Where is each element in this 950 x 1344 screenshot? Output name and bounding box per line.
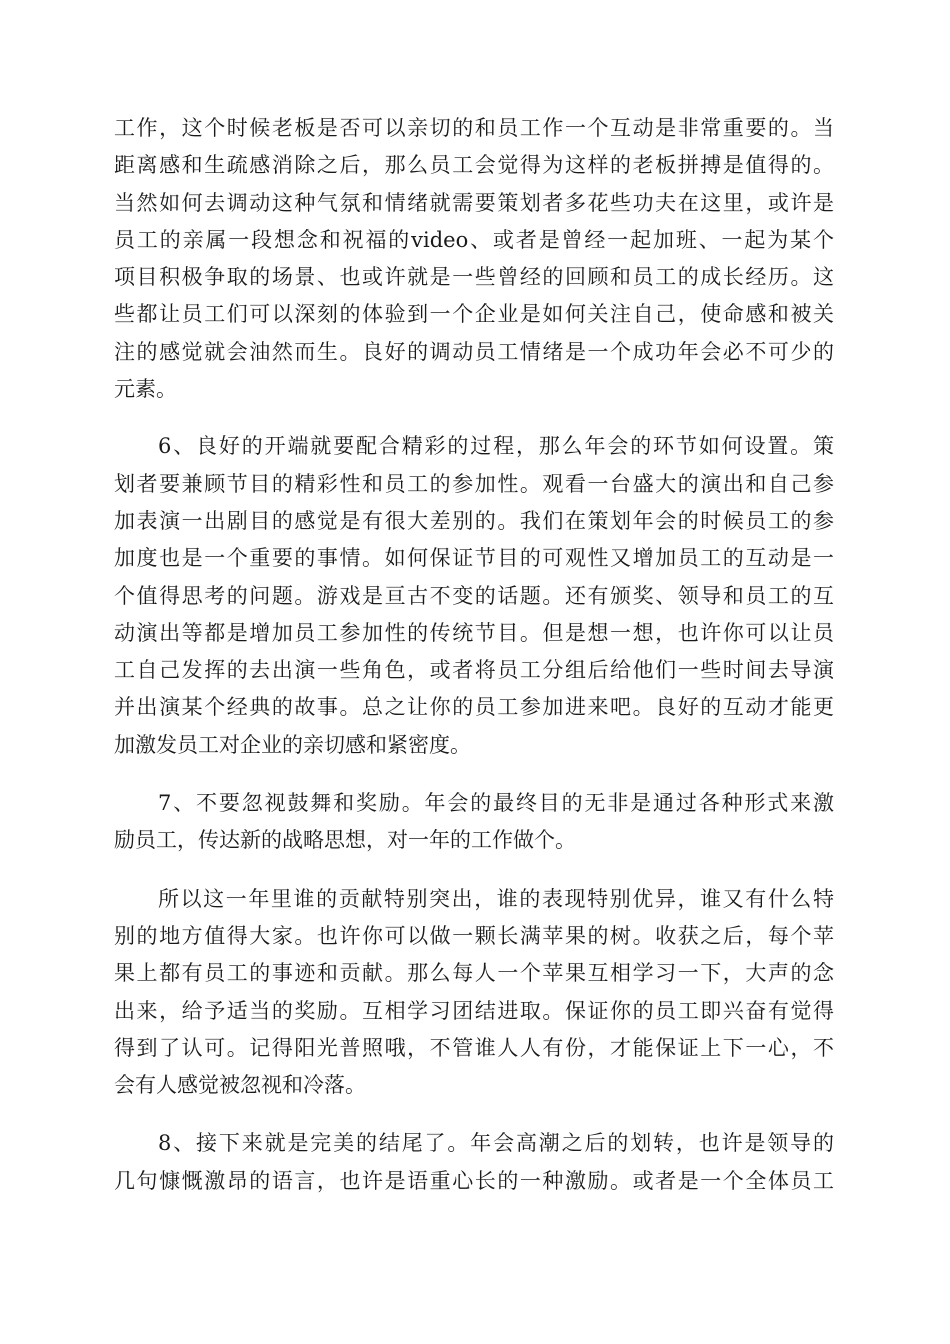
text-line: 励员工，传达新的战略思想，对一年的工作做个。 [114,828,576,853]
text-line: 工作，这个时候老板是否可以亲切的和员工作一个互动是非常重要的。当 [114,116,834,140]
text-line: 当然如何去调动这种气氛和情绪就需要策划者多花些功夫在这里，或许是 [114,190,834,215]
text-line: 6、良好的开端就要配合精彩的过程，那么年会的环节如何设置。策 [158,434,834,459]
paragraph-2 [114,428,834,764]
text-line: 加度也是一个重要的事情。如何保证节目的可观性又增加员工的互动是一 [114,546,834,571]
text-line: 加激发员工对企业的亲切感和紧密度。 [114,732,471,757]
paragraph-3 [114,785,834,860]
text-line: 元素。 [114,377,177,402]
text-line: 动演出等都是增加员工参加性的传统节目。但是想一想，也许你可以让员 [114,620,834,645]
text-line: 出来，给予适当的奖励。互相学习团结进取。保证你的员工即兴奋有觉得 [114,998,834,1023]
document-body [114,110,834,1221]
text-line: 所以这一年里谁的贡献特别突出，谁的表现特别优异，谁又有什么特 [158,886,834,911]
text-line: 些都让员工们可以深刻的体验到一个企业是如何关注自己，使命感和被关 [114,302,834,327]
text-line: 几句慷慨激昂的语言，也许是语重心长的一种激励。或者是一个全体员工 [114,1168,834,1193]
text-line: 项目积极争取的场景、也或许就是一些曾经的回顾和员工的成长经历。这 [114,265,834,290]
paragraph-4 [114,881,834,1105]
text-line: 距离感和生疏感消除之后，那么员工会觉得为这样的老板拼搏是值得的。 [114,153,834,178]
text-line: 工自己发挥的去出演一些角色，或者将员工分组后给他们一些时间去导演 [114,658,834,683]
text-line: 并出演某个经典的故事。总之让你的员工参加进来吧。良好的互动才能更 [114,695,834,720]
text-line: 7、不要忽视鼓舞和奖励。年会的最终目的无非是通过各种形式来激 [158,791,834,816]
text-line: 员工的亲属一段想念和祝福的video、或者是曾经一起加班、一起为某个 [114,227,834,252]
text-line: 会有人感觉被忽视和冷落。 [114,1073,366,1098]
text-line: 注的感觉就会油然而生。良好的调动员工情绪是一个成功年会必不可少的 [114,339,834,364]
text-line: 别的地方值得大家。也许你可以做一颗长满苹果的树。收获之后，每个苹 [114,923,834,948]
text-line: 8、接下来就是完美的结尾了。年会高潮之后的划转，也许是领导的 [158,1131,834,1156]
text-line: 加表演一出剧目的感觉是有很大差别的。我们在策划年会的时候员工的参 [114,508,834,533]
text-line: 划者要兼顾节目的精彩性和员工的参加性。观看一台盛大的演出和自己参 [114,471,834,496]
paragraph-5 [114,1125,834,1200]
text-line: 果上都有员工的事迹和贡献。那么每人一个苹果互相学习一下，大声的念 [114,961,834,986]
text-line: 得到了认可。记得阳光普照哦，不管谁人人有份，才能保证上下一心，不 [114,1035,834,1060]
paragraph-1 [114,110,834,408]
text-line: 个值得思考的问题。游戏是亘古不变的话题。还有颁奖、领导和员工的互 [114,583,834,608]
